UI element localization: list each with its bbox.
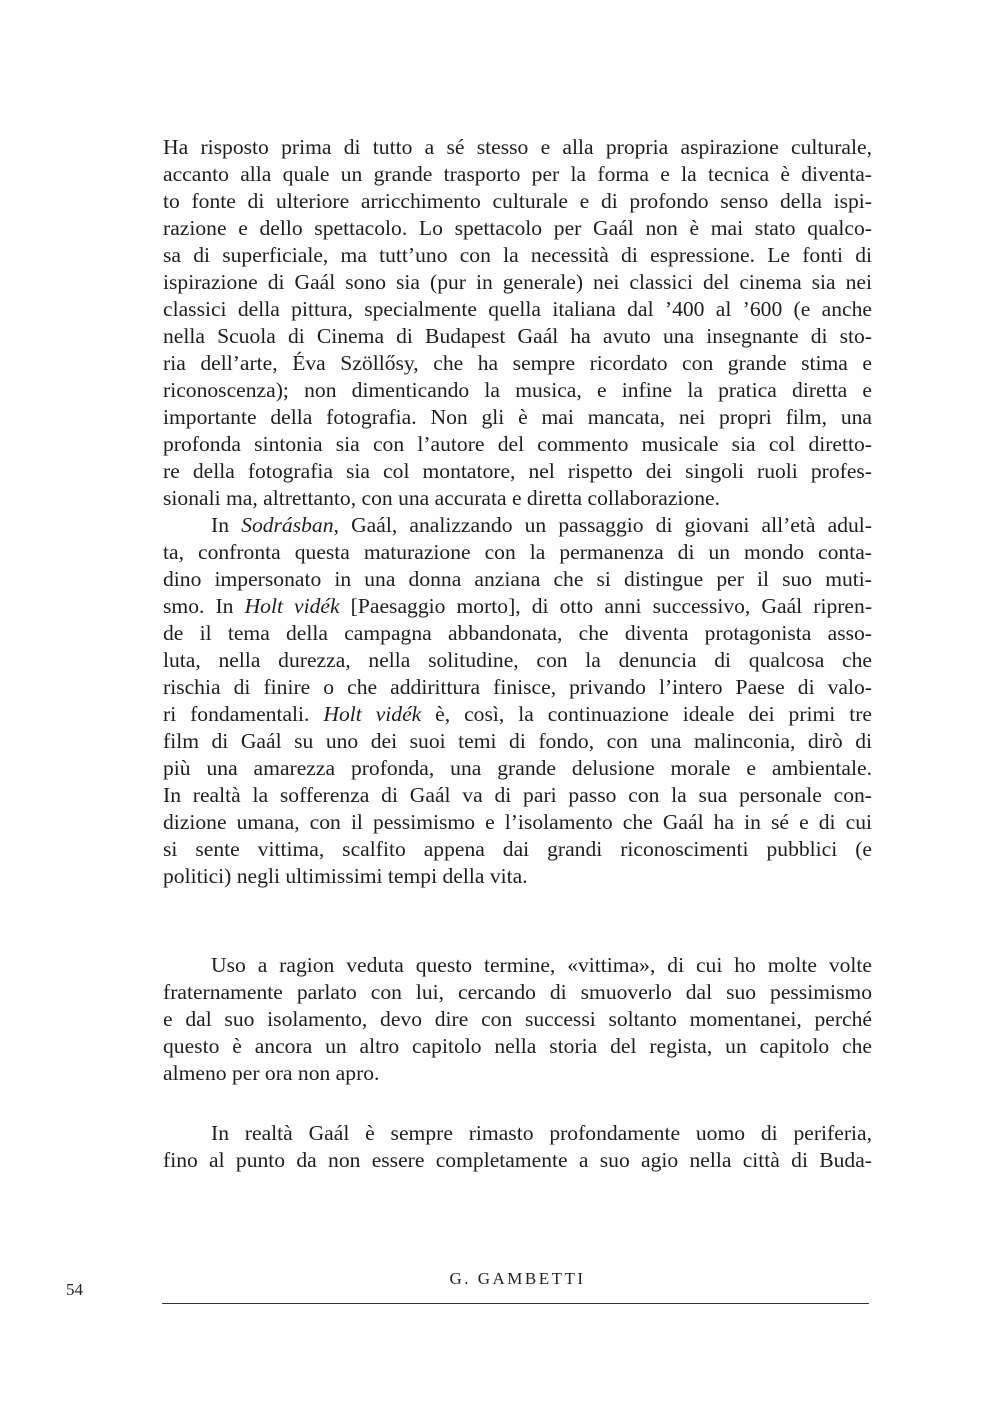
text-line: dizione umana, con il pessimismo e l’isolamento che Gaál ha in sé e di cui — [163, 810, 872, 834]
text-run: [Paesaggio morto], di otto anni successivo, Gaál ripren- — [339, 594, 873, 618]
text-line: de il tema della campagna abbandonata, che diventa protagonista asso- — [163, 621, 872, 645]
text-line: accanto alla quale un grande trasporto per la forma e la tecnica è diventa- — [163, 162, 872, 186]
text-line: almeno per ora non apro. — [163, 1061, 380, 1085]
text-line: importante della fotografia. Non gli è mai mancata, nei propri film, una — [163, 405, 872, 429]
text-line: fino al punto da non essere completamente a suo agio nella città di Buda- — [163, 1148, 872, 1172]
text-line: classici della pittura, specialmente quella italiana dal ’400 al ’600 (e anche — [163, 297, 872, 321]
text-line: re della fotografia sia col montatore, nel rispetto dei singoli ruoli profes- — [163, 459, 872, 483]
text-run: smo. In — [163, 594, 245, 618]
paragraph-1 — [163, 134, 872, 512]
text-block-third — [163, 1120, 872, 1174]
text-block-second — [163, 952, 872, 1087]
text-run: è, così, la continuazione ideale dei primi tre — [421, 702, 873, 726]
text-line: fraternamente parlato con lui, cercando di smuoverlo dal suo pessimismo — [163, 980, 872, 1004]
text-line: dino impersonato in una donna anziana che si distingue per il suo muti- — [163, 567, 872, 591]
text-run: ri fondamentali. — [163, 702, 324, 726]
text-line: rischia di finire o che addirittura finisce, privando l’intero Paese di valo- — [163, 675, 872, 699]
text-line: si sente vittima, scalfito appena dai grandi riconoscimenti pubblici (e — [163, 837, 872, 861]
text-line — [163, 593, 872, 620]
text-line: sa di superficiale, ma tutt’uno con la necessità di espressione. Le fonti di — [163, 243, 872, 267]
text-line: riconoscenza); non dimenticando la musica, e infine la pratica diretta e — [163, 378, 872, 402]
running-head-author: G. GAMBETTI — [449, 1269, 586, 1288]
text-line: politici) negli ultimissimi tempi della vita. — [163, 864, 528, 888]
film-title-italic: Holt vidék — [323, 702, 422, 726]
text-line: Ha risposto prima di tutto a sé stesso e alla propria aspirazione culturale, — [163, 135, 872, 159]
paragraph-2 — [163, 512, 872, 890]
paragraph-3 — [163, 952, 872, 1087]
text-line: profonda sintonia sia con l’autore del commento musicale sia col diretto- — [163, 432, 872, 456]
text-line: ria dell’arte, Éva Szöllősy, che ha sempre ricordato con grande stima e — [163, 351, 872, 375]
text-line: to fonte di ulteriore arricchimento culturale e di profondo senso della ispi- — [163, 189, 872, 213]
text-run: In — [211, 513, 242, 537]
paragraph-4 — [163, 1120, 872, 1174]
text-line: film di Gaál su uno dei suoi temi di fondo, con una malinconia, dirò di — [163, 729, 872, 753]
text-line: In realtà la sofferenza di Gaál va di pari passo con la sua personale con- — [163, 783, 872, 807]
text-line: sionali ma, altrettanto, con una accurata e diretta collaborazione. — [163, 486, 720, 510]
text-block-main — [163, 134, 872, 890]
page-number: 54 — [66, 1280, 83, 1299]
text-line: ta, confronta questa maturazione con la permanenza di un mondo conta- — [163, 540, 872, 564]
text-line — [163, 512, 872, 539]
text-line: luta, nella durezza, nella solitudine, con la denuncia di qualcosa che — [163, 648, 872, 672]
film-title-italic: Sodrásban — [241, 513, 334, 537]
text-line: e dal suo isolamento, devo dire con successi soltanto momentanei, perché — [163, 1007, 872, 1031]
text-run: , Gaál, analizzando un passaggio di giovani all’età adul- — [333, 513, 872, 537]
text-line — [163, 701, 872, 728]
text-line: In realtà Gaál è sempre rimasto profondamente uomo di periferia, — [211, 1121, 872, 1145]
text-line: questo è ancora un altro capitolo nella storia del regista, un capitolo che — [163, 1034, 872, 1058]
footer-rule — [162, 1303, 869, 1304]
text-line: razione e dello spettacolo. Lo spettacolo per Gaál non è mai stato qualco- — [163, 216, 872, 240]
text-line: più una amarezza profonda, una grande delusione morale e ambientale. — [163, 756, 872, 780]
text-line: Uso a ragion veduta questo termine, «vittima», di cui ho molte volte — [211, 953, 872, 977]
text-line: ispirazione di Gaál sono sia (pur in generale) nei classici del cinema sia nei — [163, 270, 872, 294]
film-title-italic: Holt vidék — [244, 594, 340, 618]
text-line: nella Scuola di Cinema di Budapest Gaál ha avuto una insegnante di sto- — [163, 324, 872, 348]
